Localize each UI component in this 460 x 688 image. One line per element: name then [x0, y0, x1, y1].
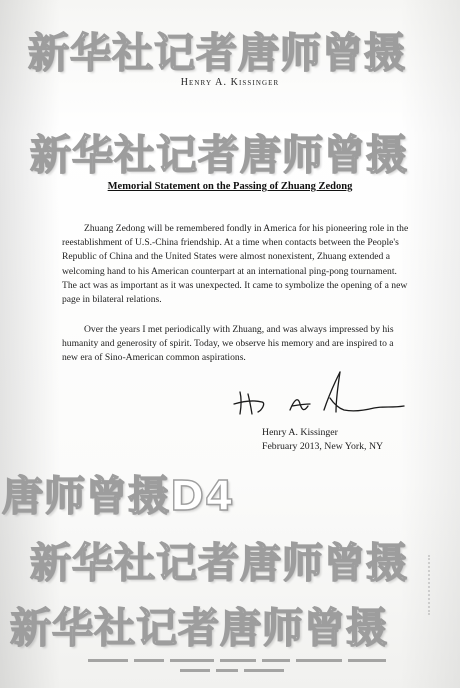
faded-address-lines [88, 656, 388, 676]
watermark-line-5: 新华社记者唐师曾摄 [10, 604, 388, 652]
letterhead-name: Henry A. Kissinger [180, 77, 280, 88]
watermark-line-1: 新华社记者唐师曾摄 [28, 29, 406, 77]
page-edge-mark [428, 555, 460, 615]
statement-paragraph-1: Zhuang Zedong will be remembered fondly in America for his pioneering role in the reestablishment of U.S.-China friendship. At a time when contacts between the People's Republic of China and the United States were almost nonexistent, Zhuang extended a welcoming hand to his American counterpart at an international ping-pong tournament. The act was as important as it was unexpected. It came to symbolize the opening of a new page in bilateral relations. [62, 223, 409, 306]
signature-date-place: February 2013, New York, NY [262, 441, 384, 452]
watermark-line-2: 新华社记者唐师曾摄 [30, 131, 408, 179]
watermark-line-4: 新华社记者唐师曾摄 [30, 539, 408, 587]
statement-paragraph-2: Over the years I met periodically with Zhuang, and was always impressed by his humanity and generosity of spirit. Today, we observe his memory and are inspired to a new era of Sino-American common aspirations. [62, 324, 394, 364]
handwritten-signature [232, 370, 412, 418]
signer-name: Henry A. Kissinger [262, 427, 338, 438]
watermark-line-3: 唐师曾摄D4 [2, 472, 235, 520]
statement-title: Memorial Statement on the Passing of Zhuang Zedong [107, 181, 353, 192]
signature-block [262, 426, 383, 454]
letterhead-footer-address [88, 656, 388, 680]
